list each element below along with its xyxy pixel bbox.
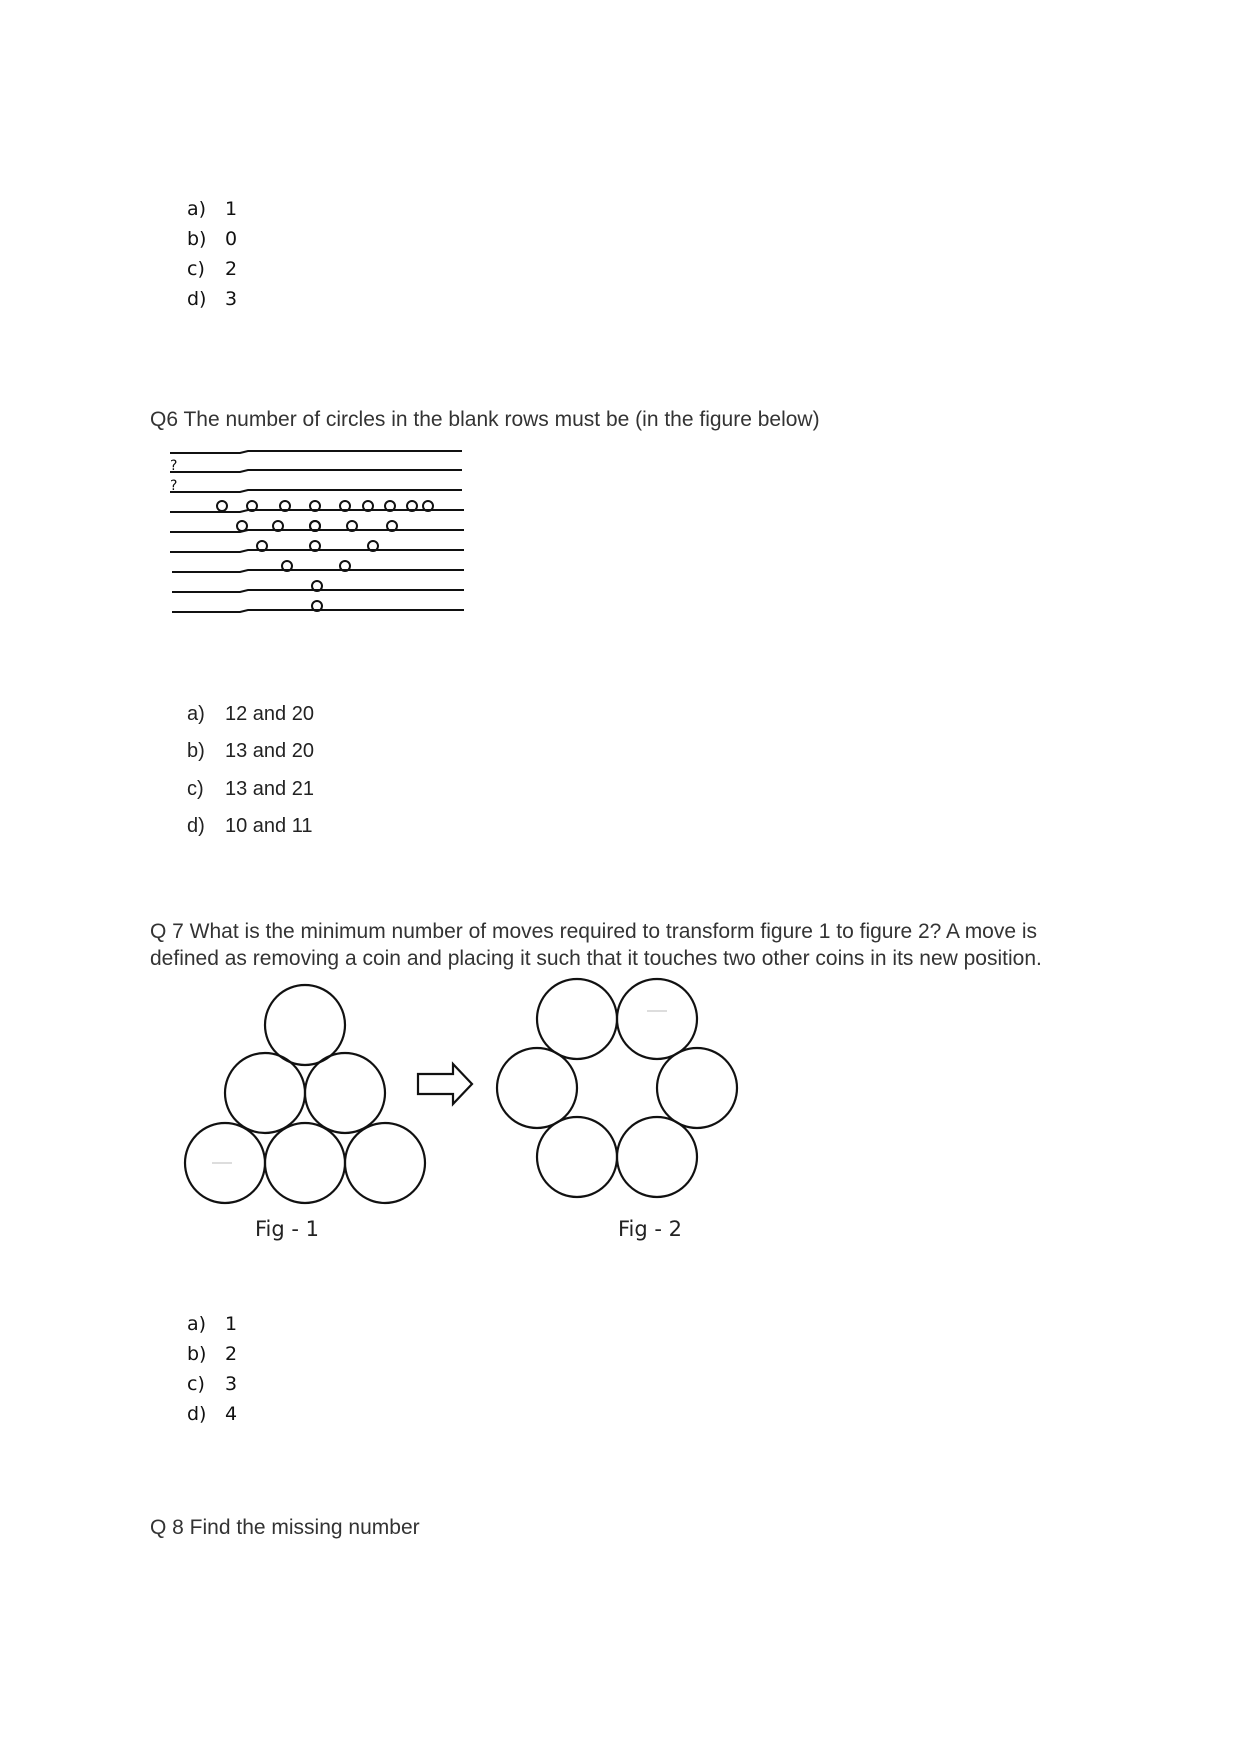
option-text: 13 and 21	[225, 778, 314, 800]
row-line-3	[170, 490, 462, 492]
q5-option-d[interactable]	[187, 288, 237, 310]
option-text: 10 and 11	[225, 815, 313, 837]
option-label: b)	[187, 740, 205, 762]
row-line-2	[170, 470, 462, 472]
fig1-coin	[305, 1053, 385, 1133]
option-label: a)	[187, 703, 205, 725]
option-label: a)	[187, 1313, 207, 1335]
q6-question: Q6 The number of circles in the blank rows must be (in the figure below)	[150, 408, 820, 431]
option-text: 3	[225, 1373, 238, 1395]
circle-mark	[217, 501, 227, 511]
option-text: 1	[225, 198, 238, 220]
q5-option-a[interactable]	[187, 198, 237, 220]
fig2-coin	[537, 979, 617, 1059]
q6-option-c[interactable]	[187, 778, 314, 801]
q7-option-b[interactable]	[187, 1343, 237, 1365]
blank-row-mark-1: ?	[170, 458, 178, 474]
option-text: 2	[225, 258, 238, 280]
q7-question-line-2: defined as removing a coin and placing it such that it touches two other coins in its new position.	[150, 947, 1042, 970]
fig2-coin	[617, 1117, 697, 1197]
arrow-icon	[418, 1064, 472, 1104]
q8-question: Q 8 Find the missing number	[150, 1516, 420, 1539]
option-label: c)	[187, 1373, 205, 1395]
fig1-coin	[265, 985, 345, 1065]
fig2-coin	[657, 1048, 737, 1128]
option-text: 4	[225, 1403, 238, 1425]
option-text: 0	[225, 228, 238, 250]
option-label: a)	[187, 198, 207, 220]
fig1-coin	[225, 1053, 305, 1133]
option-text: 3	[225, 288, 238, 310]
fig2-coin	[497, 1048, 577, 1128]
q7-question	[150, 918, 1042, 972]
blank-row-mark-2: ?	[170, 478, 178, 494]
q5-option-c[interactable]	[187, 258, 237, 280]
q6-circles-rows-figure	[160, 440, 480, 620]
fig1-coin	[345, 1123, 425, 1203]
row-line-1	[170, 451, 462, 453]
fig2-coin	[537, 1117, 617, 1197]
option-text: 2	[225, 1343, 238, 1365]
option-label: d)	[187, 288, 207, 310]
row-line-7	[172, 570, 464, 572]
q6-option-b[interactable]	[187, 740, 314, 763]
fig2-label: Fig - 2	[618, 1217, 683, 1241]
option-label: d)	[187, 1403, 207, 1425]
option-label: b)	[187, 1343, 207, 1365]
option-text: 13 and 20	[225, 740, 314, 762]
option-label: c)	[187, 778, 204, 800]
q7-option-c[interactable]	[187, 1373, 237, 1395]
fig1-label: Fig - 1	[255, 1217, 320, 1241]
fig2-coin	[617, 979, 697, 1059]
option-text: 12 and 20	[225, 703, 314, 725]
option-text: 1	[225, 1313, 238, 1335]
option-label: d)	[187, 815, 205, 837]
fig1-coin	[265, 1123, 345, 1203]
q7-option-a[interactable]	[187, 1313, 237, 1335]
option-label: b)	[187, 228, 207, 250]
q7-option-d[interactable]	[187, 1403, 237, 1425]
q5-option-b[interactable]	[187, 228, 237, 250]
q7-question-line-1: Q 7 What is the minimum number of moves required to transform figure 1 to figure 2? A move is	[150, 920, 1038, 943]
q6-option-a[interactable]	[187, 703, 314, 726]
q7-coins-figure	[170, 970, 760, 1260]
circle-mark	[237, 521, 247, 531]
option-label: c)	[187, 258, 205, 280]
q6-option-d[interactable]	[187, 815, 313, 838]
